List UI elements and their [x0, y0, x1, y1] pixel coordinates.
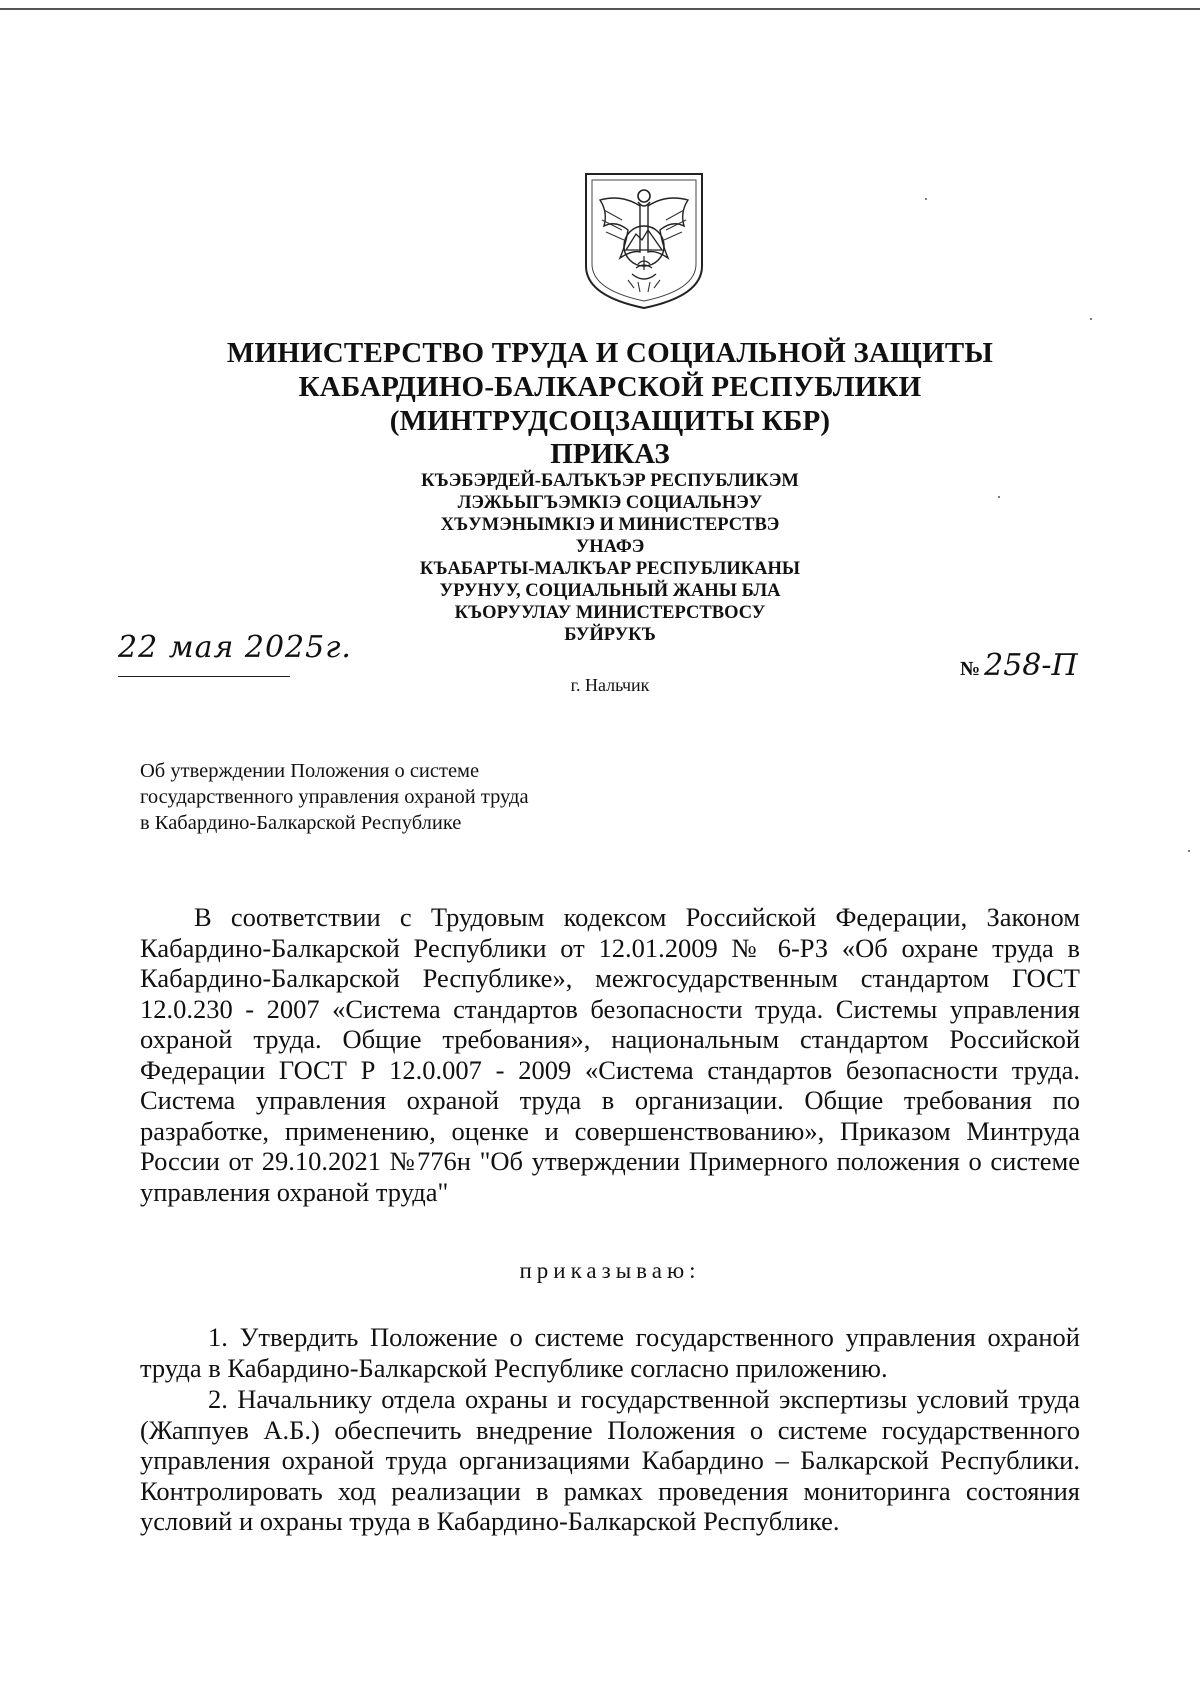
date-underline: [118, 676, 290, 677]
subject-line-1: Об утверждении Положения о системе: [140, 760, 480, 782]
native-line-5: КЪАБАРТЫ-МАЛКЪАР РЕСПУБЛИКАНЫ: [419, 559, 801, 579]
scan-speck: [998, 496, 1000, 498]
scan-speck: [925, 198, 927, 200]
handwritten-date: 22 мая 2025г.: [118, 630, 352, 665]
order-subject: [140, 758, 529, 836]
subject-line-3: в Кабардино-Балкарской Республике: [140, 812, 462, 834]
ministry-line-2: КАБАРДИНО-БАЛКАРСКОЙ РЕСПУБЛИКИ: [298, 371, 922, 403]
scan-speck: [1090, 318, 1092, 320]
native-line-2: ЛЭЖЬЫГЪЭМКIЭ СОЦИАЛЬНЭУ: [457, 493, 763, 513]
ministry-name: [200, 336, 1020, 438]
city-name: г. Нальчик: [570, 675, 650, 695]
native-line-6: УРУНУУ, СОЦИАЛЬНЫЙ ЖАНЫ БЛА: [439, 581, 781, 601]
document-type-title: ПРИКАЗ: [550, 438, 670, 470]
coat-of-arms-emblem: [582, 170, 706, 312]
number-sign: №: [960, 658, 981, 680]
native-line-3: ХЪУМЭНЫМКIЭ И МИНИСТЕРСТВЭ: [440, 515, 780, 535]
scan-speck: [1188, 850, 1190, 852]
orders-verb: приказываю:: [519, 1258, 701, 1283]
native-language-header: [200, 470, 1020, 646]
scan-top-edge: [0, 8, 1200, 10]
ministry-line-3: (МИНТРУДСОЦЗАЩИТЫ КБР): [389, 405, 831, 437]
order-item-1: 1. Утвердить Положение о системе государственного управления охраной труда в Кабардино-Балкарской Республике согласно приложению.: [140, 1322, 1080, 1383]
ministry-line-1: МИНИСТЕРСТВО ТРУДА И СОЦИАЛЬНОЙ ЗАЩИТЫ: [226, 337, 994, 369]
native-line-7: КЪОРУУЛАУ МИНИСТЕРСТВОСУ: [454, 603, 766, 623]
native-line-1: КЪЭБЭРДЕЙ-БАЛЪКЪЭР РЕСПУБЛИКЭМ: [421, 471, 799, 491]
native-line-4: УНАФЭ: [575, 537, 645, 557]
native-line-8: БУЙРУКЪ: [564, 625, 656, 645]
order-number: [960, 648, 1078, 683]
handwritten-number: 258-П: [984, 648, 1078, 683]
order-item-2: 2. Начальнику отдела охраны и государственной экспертизы условий труда (Жаппуев А.Б.) обеспечить внедрение Положения о системе государственного управления охраной труда организациями Кабардино – Балкарской Республики. Контролировать ход реализации в рамках проведения мониторинга состояния условий и охраны труда в Кабардино-Балкарской Республике.: [140, 1384, 1080, 1536]
subject-line-2: государственного управления охраной труда: [140, 786, 529, 808]
preamble-paragraph: В соответствии с Трудовым кодексом Российской Федерации, Законом Кабардино-Балкарской Республики от 12.01.2009 № 6-РЗ «Об охране труда в Кабардино-Балкарской Республике», межгосударственным стандартом ГОСТ 12.0.230 - 2007 «Система стандартов безопасности труда. Системы управления охраной труда. Общие требования», национальным стандартом Российской Федерации ГОСТ Р 12.0.007 - 2009 «Система стандартов безопасности труда. Система управления охраной труда в организации. Общие требования по разработке, применению, оценке и совершенствованию», Приказом Минтруда России от 29.10.2021 №776н "Об утверждении Примерного положения о системе управления охраной труда": [140, 902, 1080, 1207]
